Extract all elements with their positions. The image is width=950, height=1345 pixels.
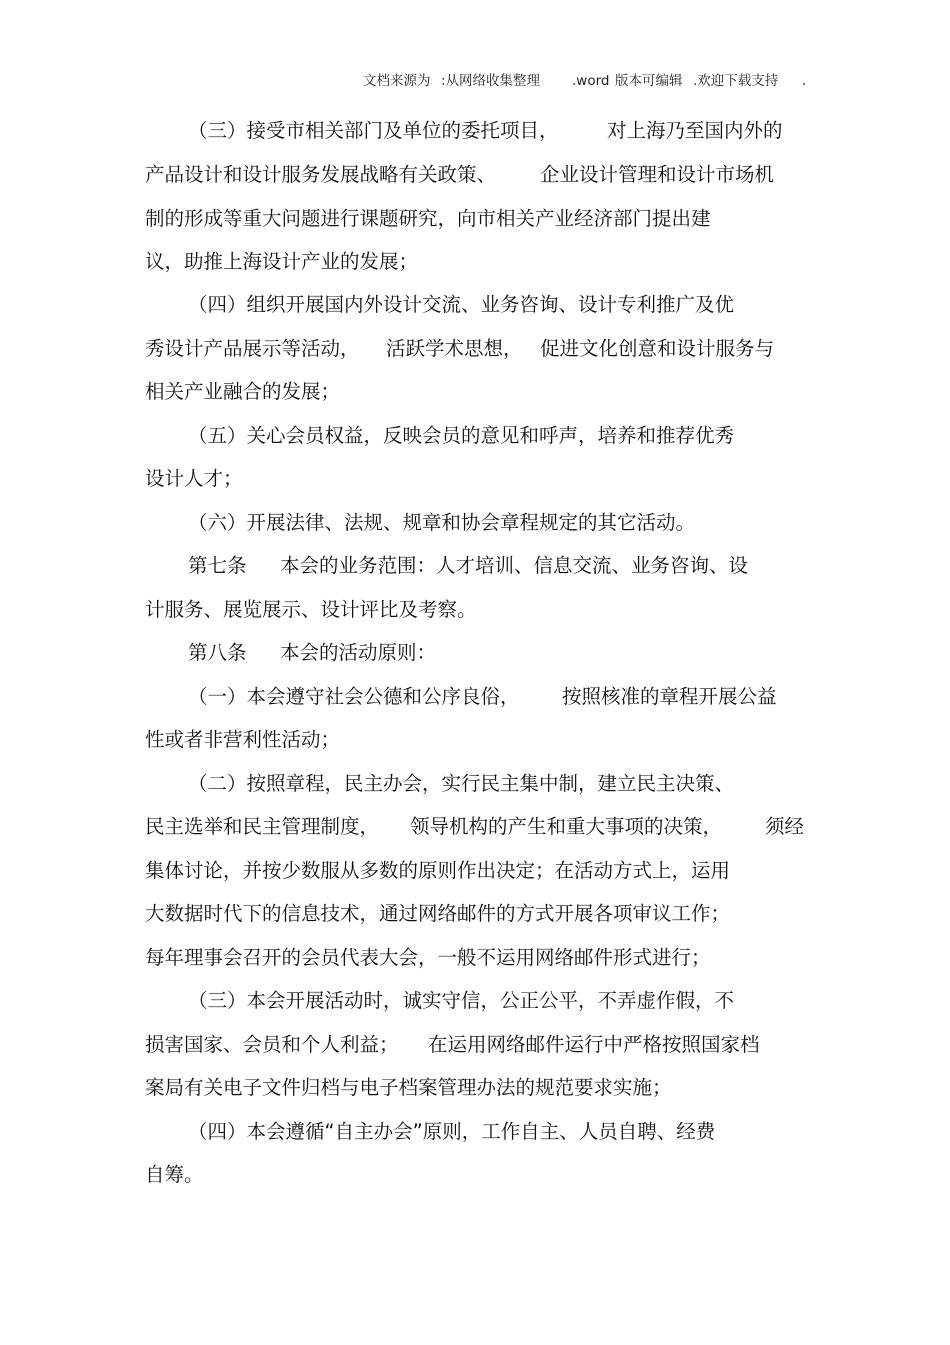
text-line: 产品设计和设计服务发展战略有关政策、: [145, 163, 497, 186]
text-line: 案局有关电子文件归档与电子档案管理办法的规范要求实施；: [145, 1076, 672, 1099]
page-header: [0, 70, 950, 92]
text-line: 领导机构的产生和重大事项的决策，: [410, 815, 723, 838]
text-line: 损害国家、会员和个人利益；: [145, 1033, 399, 1056]
text-line: 自筹。: [145, 1163, 204, 1186]
header-editable-text: 版本可编辑: [615, 73, 683, 89]
text-line: 本会的活动原则：: [280, 641, 437, 664]
text-line: 在运用网络邮件运行中严格按照国家档: [428, 1033, 760, 1056]
text-line: 计服务、展览展示、设计评比及考察。: [145, 598, 477, 621]
text-line: 每年理事会召开的会员代表大会，一般不运用网络邮件形式进行；: [145, 946, 711, 969]
text-line: （六）开展法律、法规、规章和协会章程规定的其它活动。: [188, 511, 696, 534]
text-line: （四）本会遵循“自主办会”原则，工作自主、人员自聘、经费: [188, 1120, 716, 1143]
header-welcome-text: .欢迎下载支持: [693, 73, 779, 89]
text-line: （五）关心会员权益，反映会员的意见和呼声，培养和推荐优秀: [188, 424, 735, 447]
text-line: （一）本会遵守社会公德和公序良俗，: [188, 685, 520, 708]
text-line: 促进文化创意和设计服务与: [540, 337, 775, 360]
header-word-text: .word: [572, 73, 610, 89]
header-source-text: 文档来源为: [363, 73, 431, 89]
text-line: 大数据时代下的信息技术，通过网络邮件的方式开展各项审议工作；: [145, 902, 731, 925]
text-line: 性或者非营利性活动；: [145, 728, 341, 751]
text-line: 制的形成等重大问题进行课题研究，向市相关产业经济部门提出建: [145, 207, 711, 230]
text-line: （四）组织开展国内外设计交流、业务咨询、设计专利推广及优: [188, 293, 735, 316]
text-line: 企业设计管理和设计市场机: [540, 163, 775, 186]
text-line: 秀设计产品展示等活动，: [145, 337, 360, 360]
article-number: 第七条: [188, 554, 247, 577]
text-line: 须经: [765, 815, 805, 838]
article-number: 第八条: [188, 641, 247, 664]
text-line: （三）接受市相关部门及单位的委托项目，: [188, 119, 559, 142]
text-line: 对上海乃至国内外的: [607, 119, 783, 142]
text-line: 集体讨论，并按少数服从多数的原则作出决定；在活动方式上，运用: [145, 859, 731, 882]
text-line: 活跃学术思想，: [386, 337, 523, 360]
header-collected-text: :从网络收集整理: [441, 73, 541, 89]
text-line: 本会的业务范围：人才培训、信息交流、业务咨询、设: [280, 554, 749, 577]
text-line: 相关产业融合的发展；: [145, 380, 341, 403]
text-line: 议，助推上海设计产业的发展；: [145, 250, 419, 273]
text-line: （二）按照章程，民主办会，实行民主集中制，建立民主决策、: [188, 772, 735, 795]
header-dot-text: .: [802, 73, 807, 89]
text-line: （三）本会开展活动时，诚实守信，公正公平，不弄虚作假，不: [188, 989, 735, 1012]
text-line: 设计人才；: [145, 467, 243, 490]
text-line: 按照核准的章程开展公益: [562, 685, 777, 708]
text-line: 民主选举和民主管理制度，: [145, 815, 380, 838]
